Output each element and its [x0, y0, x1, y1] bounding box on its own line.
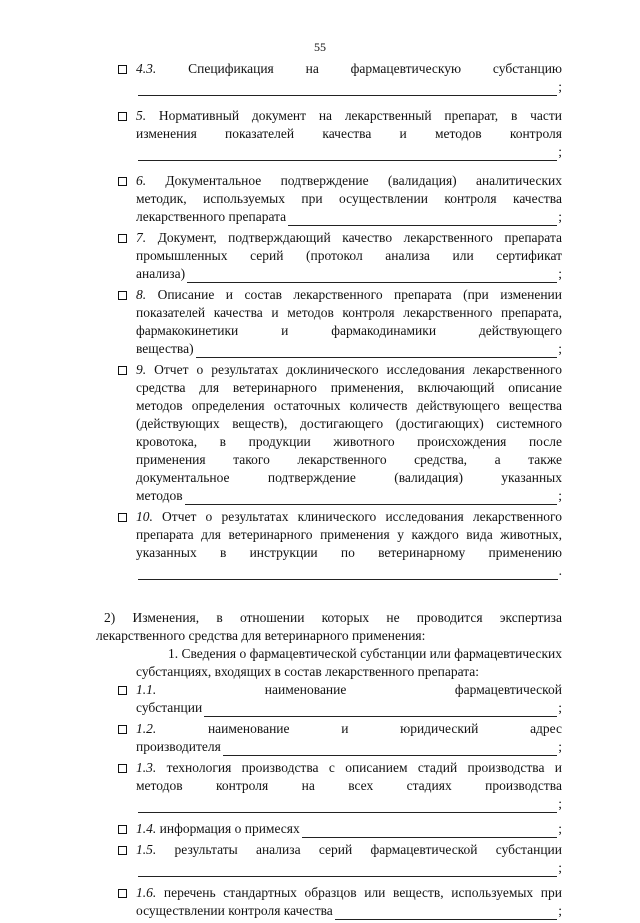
item-number: 6. [136, 173, 147, 188]
item-text-line: Спецификация на фармацевтическую субстанцию [188, 61, 562, 76]
item-fill-label: субстанции [136, 700, 203, 715]
item-number: 10. [136, 509, 153, 524]
item-text-line: применения такого лекарственного средства, а также [136, 452, 562, 467]
item-number: 5. [136, 108, 147, 123]
item-end-punctuation: ; [558, 79, 562, 94]
item-text-line: Документальное подтверждение (валидация) аналитических [165, 173, 563, 188]
answer-blank-line[interactable] [138, 147, 557, 161]
item-number: 7. [136, 230, 147, 245]
item-end-punctuation: ; [558, 144, 562, 159]
item-end-punctuation: ; [558, 700, 562, 715]
item-fill-label: анализа) [136, 266, 186, 281]
document-body [96, 60, 562, 923]
answer-blank-line[interactable] [204, 703, 557, 717]
item-fill-label: лекарственного препарата [136, 209, 287, 224]
item-text-line: Отчет о результатах доклинического исследования лекарственного [154, 362, 562, 377]
item-fill-label: вещества) [136, 341, 194, 356]
checklist-item [96, 820, 562, 838]
item-fill-label: методов [136, 488, 183, 503]
answer-blank-line[interactable] [223, 742, 557, 756]
checklist-item [96, 681, 562, 717]
checklist-item [96, 229, 562, 283]
checkbox[interactable] [118, 513, 127, 522]
item-end-punctuation: . [558, 563, 562, 578]
item-text-line: указанных в инструкции по ветеринарному применению [136, 545, 562, 560]
checkbox[interactable] [118, 686, 127, 695]
item-text-line: средства для ветеринарного применения, включающий описание [136, 380, 562, 395]
item-end-punctuation: ; [558, 488, 562, 503]
section-2-intro-line-2: лекарственного средства для ветеринарного применения: [96, 628, 426, 643]
item-text-line: изменения показателей качества и методов контроля [136, 126, 562, 141]
item-text-line: фармакокинетики и фармакодинамики действующего [136, 323, 562, 338]
checkbox[interactable] [118, 366, 127, 375]
item-text-line: перечень стандартных образцов или веществ, используемых при [163, 885, 562, 900]
answer-blank-line[interactable] [138, 863, 557, 877]
checkbox[interactable] [118, 846, 127, 855]
section-2-checklist [96, 681, 562, 920]
checkbox[interactable] [118, 825, 127, 834]
checkbox[interactable] [118, 725, 127, 734]
section-2 [96, 609, 562, 920]
item-end-punctuation: ; [558, 739, 562, 754]
item-text-line: Описание и состав лекарственного препарата (при изменении [157, 287, 563, 302]
answer-blank-line[interactable] [138, 799, 557, 813]
checklist-item [96, 107, 562, 161]
checklist-item [96, 841, 562, 877]
page-number: 55 [314, 40, 326, 54]
answer-blank-line[interactable] [138, 82, 557, 96]
answer-blank-line[interactable] [185, 491, 558, 505]
item-number: 1.4. [136, 821, 157, 836]
checklist-item [96, 720, 562, 756]
item-number: 1.3. [136, 760, 157, 775]
item-text-line: методик, используемых при осуществлении контроля качества [136, 191, 562, 206]
checklist-item [96, 361, 562, 505]
checkbox[interactable] [118, 65, 127, 74]
checklist-item [96, 759, 562, 813]
item-end-punctuation: ; [558, 860, 562, 875]
checkbox[interactable] [118, 234, 127, 243]
sub-heading-line-2: субстанциях, входящих в состав лекарственного препарата: [136, 664, 480, 679]
item-text-line: кровотока, в продукции животного происхождения после [136, 434, 562, 449]
checklist-item [96, 60, 562, 96]
item-number: 9. [136, 362, 147, 377]
checkbox[interactable] [118, 764, 127, 773]
answer-blank-line[interactable] [138, 566, 558, 580]
checklist-item [96, 286, 562, 358]
item-number: 8. [136, 287, 147, 302]
answer-blank-line[interactable] [335, 906, 557, 920]
checkbox[interactable] [118, 112, 127, 121]
item-text-line: показателей качества и методов контроля лекарственного препарата, [136, 305, 562, 320]
item-end-punctuation: ; [558, 266, 562, 281]
item-text-line: (действующих веществ), достигающего (достигающих) системного [136, 416, 562, 431]
item-text-line: документальное подтверждение (валидация) указанных [136, 470, 562, 485]
item-text-line: наименование фармацевтической [264, 682, 562, 697]
section-2-intro-line-1: 2) Изменения, в отношении которых не проводится экспертиза [104, 610, 562, 625]
item-end-punctuation: ; [558, 209, 562, 224]
checkbox[interactable] [118, 177, 127, 186]
item-fill-label: информация о примесях [159, 821, 300, 836]
item-end-punctuation: ; [558, 341, 562, 356]
checkbox[interactable] [118, 291, 127, 300]
item-number: 1.2. [136, 721, 157, 736]
checklist-item [96, 172, 562, 226]
answer-blank-line[interactable] [288, 212, 557, 226]
item-text-line: промышленных серий (протокол анализа или сертификат [136, 248, 562, 263]
checklist-item [96, 508, 562, 580]
item-text-line: методов контроля на всех стадиях производства [136, 778, 562, 793]
answer-blank-line[interactable] [302, 824, 557, 838]
sub-heading-line-1: 1. Сведения о фармацевтической субстанции или фармацевтических [168, 646, 562, 661]
answer-blank-line[interactable] [187, 269, 557, 283]
item-number: 1.1. [136, 682, 157, 697]
item-text-line: технология производства с описанием стадий производства и [166, 760, 562, 775]
item-text-line: Отчет о результатах клинического исследования лекарственного [162, 509, 562, 524]
item-text-line: препарата для ветеринарного применения у каждого вида животных, [136, 527, 562, 542]
item-text-line: наименование и юридический адрес [207, 721, 562, 736]
item-number: 4.3. [136, 61, 157, 76]
checkbox[interactable] [118, 889, 127, 898]
item-number: 1.6. [136, 885, 157, 900]
item-number: 1.5. [136, 842, 157, 857]
item-end-punctuation: ; [558, 796, 562, 811]
section-1-checklist [96, 60, 562, 580]
item-text-line: методов определения остаточных количеств действующего вещества [136, 398, 562, 413]
item-fill-label: производителя [136, 739, 221, 754]
item-text-line: Документ, подтверждающий качество лекарственного препарата [157, 230, 562, 245]
answer-blank-line[interactable] [196, 344, 558, 358]
item-fill-label: осуществлении контроля качества [136, 903, 333, 918]
item-end-punctuation: ; [558, 821, 562, 836]
checklist-item [96, 884, 562, 920]
item-text-line: Нормативный документ на лекарственный препарат, в части [158, 108, 562, 123]
item-text-line: результаты анализа серий фармацевтической субстанции [174, 842, 563, 857]
item-end-punctuation: ; [558, 903, 562, 918]
